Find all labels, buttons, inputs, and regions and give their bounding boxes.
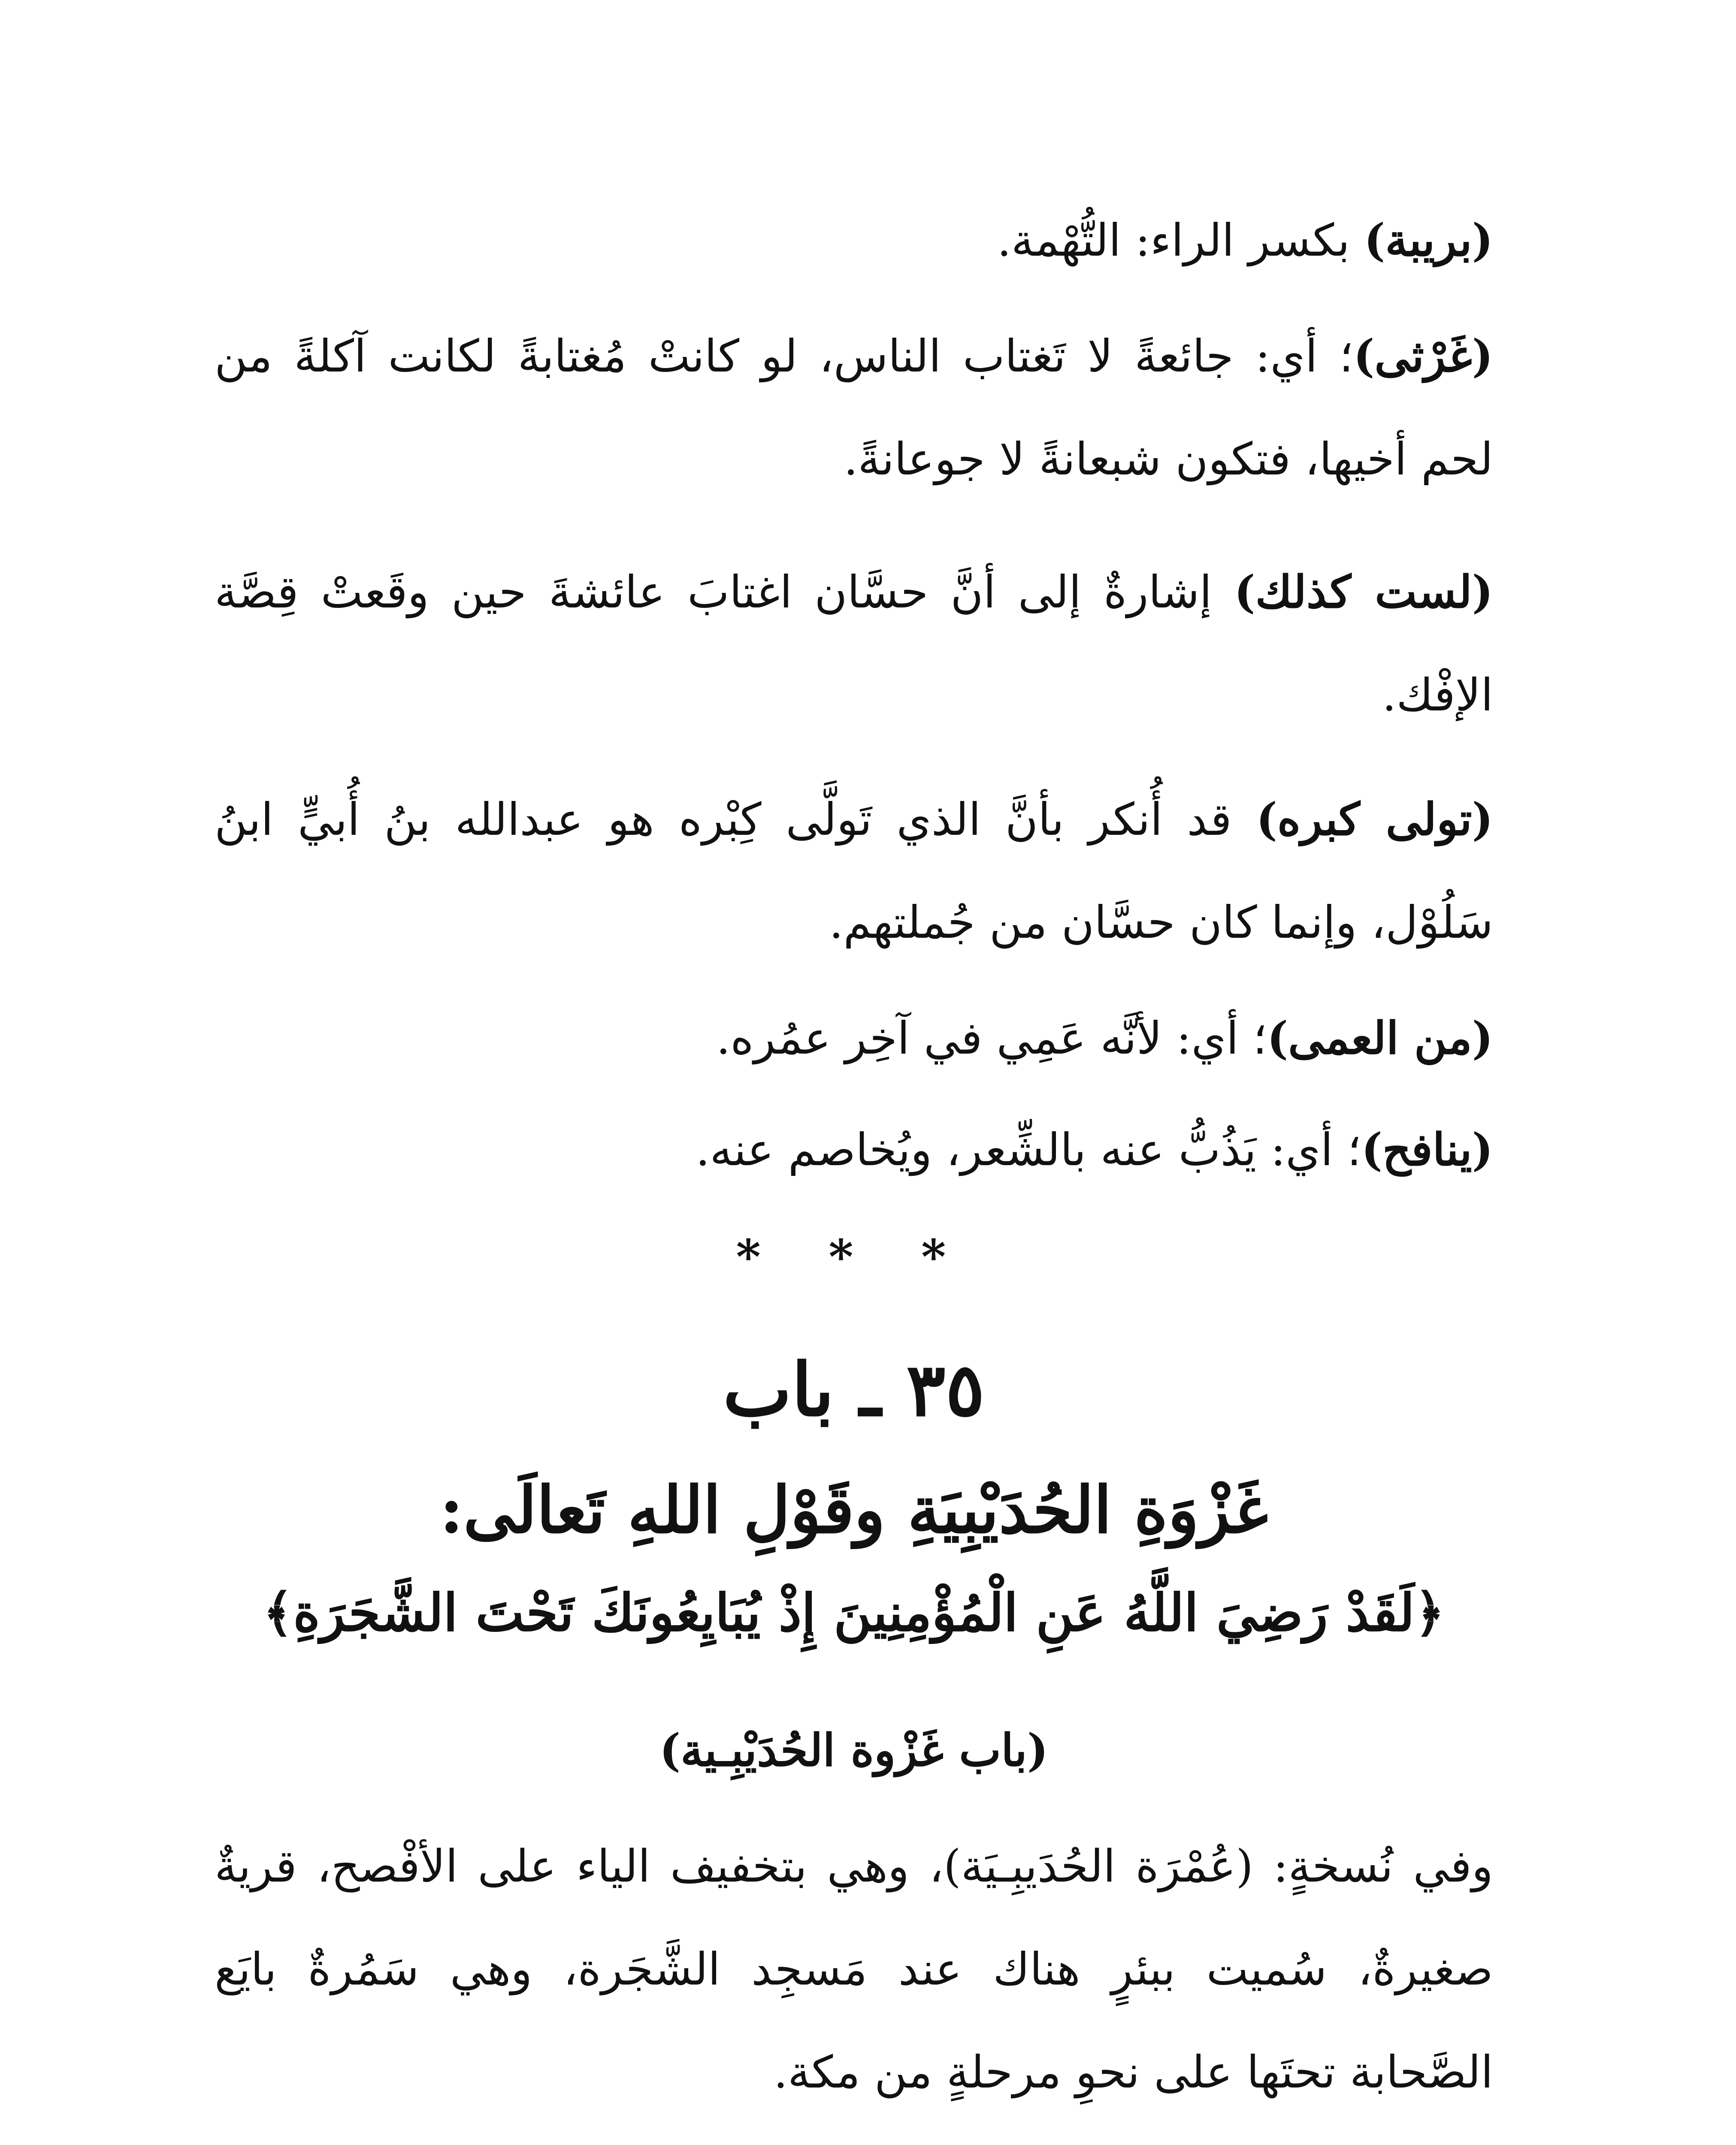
note-gharthi xyxy=(215,305,1493,511)
note-term: (غَرْثى) xyxy=(1353,329,1493,382)
chapter-title: غَزْوَةِ الحُدَيْبِيَةِ وقَوْلِ اللهِ تَعالَى: xyxy=(439,1472,1268,1548)
note-tawalla-kibrah xyxy=(215,768,1493,974)
note-min-al-ama xyxy=(215,987,1493,1090)
note-term: (ينافح) xyxy=(1361,1123,1493,1176)
chapter-number: ٣٥ ـ باب xyxy=(723,1347,985,1433)
note-yunafih xyxy=(215,1098,1493,1201)
note-text: بكسر الراء: التُّهْمة. xyxy=(997,214,1364,266)
note-bariba xyxy=(215,189,1493,292)
note-term: (بريبة) xyxy=(1364,214,1493,266)
note-text: قد أُنكر بأنَّ الذي تَولَّى كِبْره هو عبدالله بنُ أُبيٍّ ابنُ سَلُوْل، وإنما كان حسَّان من جُملتهم. xyxy=(215,793,1493,949)
paragraph: وفي نُسخةٍ: (عُمْرَة الحُدَيبِـيَة)، وهي بتخفيف الياء على الأفْصح، قريةٌ صغيرةٌ، سُميت ببئرٍ هناك عند مَسجِد الشَّجَرة، وهي سَمُرةٌ بايَع الصَّحابة تحتَها على نحوِ مرحلةٍ من مكة. xyxy=(215,1840,1493,2098)
quran-verse: ﴿لَقَدْ رَضِيَ اللَّهُ عَنِ الْمُؤْمِنِينَ إِذْ يُبَايِعُونَكَ تَحْتَ الشَّجَرَةِ﴾ xyxy=(263,1583,1445,1643)
note-term: (من العمى) xyxy=(1267,1012,1493,1064)
note-text: إشارةٌ إلى أنَّ حسَّان اغتابَ عائشةَ حين وقَعتْ قِصَّة الإفْك. xyxy=(215,566,1493,721)
note-text: ؛ أي: لأنَّه عَمِي في آخِر عمُره. xyxy=(716,1012,1267,1064)
note-lasta-kadhalik xyxy=(215,541,1493,746)
note-text: ؛ أي: جائعةً لا تَغتاب الناس، لو كانتْ مُغتابةً لكانت آكلةً من لحم أخيها، فتكون شبعانةً لا جوعانةً. xyxy=(215,330,1493,485)
note-text: ؛ أي: يَذُبُّ عنه بالشِّعر، ويُخاصم عنه. xyxy=(696,1124,1361,1176)
note-term: (تولى كبره) xyxy=(1256,793,1493,846)
note-term: (لست كذلك) xyxy=(1234,565,1493,618)
subheading: (باب غَزْوة الحُدَيْبِـية) xyxy=(659,1724,1049,1776)
section-separator: * * * xyxy=(736,1229,972,1284)
